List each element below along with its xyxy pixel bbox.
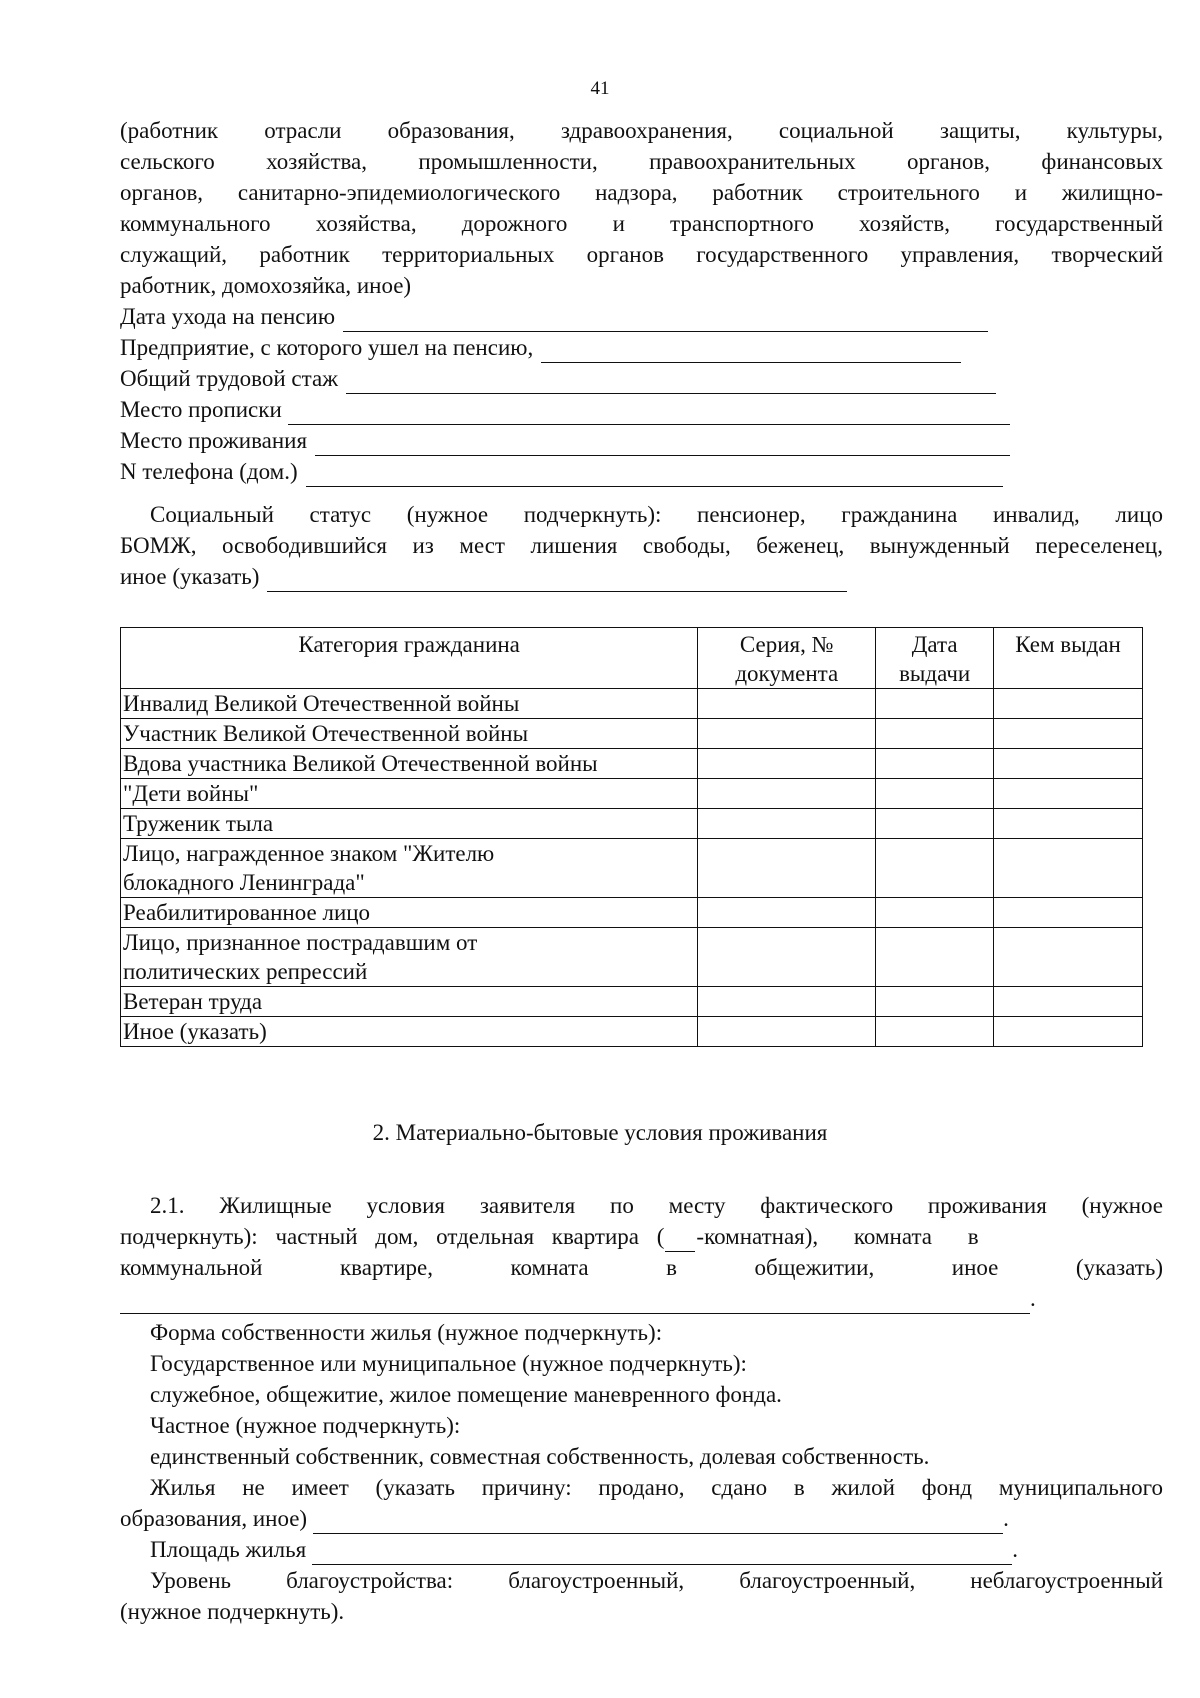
text-line: коммунальной квартире, комната в общежитии, иное (указать) (120, 1255, 1163, 1280)
text-fragment: -комнатная), комната в (696, 1224, 979, 1249)
ownership-section (120, 1317, 1163, 1627)
date-cell[interactable] (876, 928, 994, 987)
field-label: Дата ухода на пенсию (120, 304, 336, 329)
category-line: Лицо, признанное пострадавшим от (123, 930, 478, 955)
registration-input[interactable] (288, 402, 1010, 425)
no-housing-reason-field (120, 1503, 1163, 1534)
issuer-cell[interactable] (994, 719, 1143, 749)
employer-input[interactable] (541, 340, 961, 363)
no-housing-reason-input[interactable] (313, 1511, 1003, 1534)
period: . (1003, 1506, 1009, 1531)
text-line: (нужное подчеркнуть). (120, 1599, 345, 1624)
date-cell[interactable] (876, 839, 994, 898)
issuer-cell[interactable] (994, 689, 1143, 719)
field-label: N телефона (дом.) (120, 459, 298, 484)
date-cell[interactable] (876, 779, 994, 809)
date-cell[interactable] (876, 987, 994, 1017)
table-row (121, 779, 1143, 809)
social-status-paragraph (120, 499, 1163, 592)
issuer-cell[interactable] (994, 987, 1143, 1017)
text-line: служебное, общежитие, жилое помещение маневренного фонда. (150, 1382, 782, 1407)
occupation-paragraph (120, 115, 1163, 301)
personal-fields (120, 301, 1163, 487)
text-line: Жилья не имеет (указать причину: продано, сдано в жилой фонд муниципального (150, 1475, 1163, 1500)
series-cell[interactable] (698, 839, 876, 898)
housing-area-field (120, 1534, 1163, 1565)
category-cell: Иное (указать) (121, 1017, 698, 1047)
category-cell: Вдова участника Великой Отечественной войны (121, 749, 698, 779)
date-cell[interactable] (876, 719, 994, 749)
citizen-category-table (120, 627, 1143, 1047)
category-line: блокадного Ленинграда" (123, 870, 365, 895)
field-label: Место прописки (120, 397, 282, 422)
table-row (121, 1017, 1143, 1047)
text-line: Уровень благоустройства: благоустроенный, благоустроенный, неблагоустроенный (150, 1568, 1163, 1593)
room-count-input[interactable] (665, 1229, 695, 1252)
text-line: Частное (нужное подчеркнуть): (150, 1413, 461, 1438)
table-row (121, 839, 1143, 898)
category-cell: Участник Великой Отечественной войны (121, 719, 698, 749)
date-cell[interactable] (876, 689, 994, 719)
column-header-issuer: Кем выдан (994, 628, 1143, 689)
field-label: образования, иное) (120, 1506, 308, 1531)
work-experience-field (120, 363, 1163, 394)
column-header-line: документа (735, 661, 839, 686)
housing-other-field (120, 1283, 1163, 1314)
text-fragment: подчеркнуть): частный дом, отдельная квартира ( (120, 1224, 665, 1249)
text-line: сельского хозяйства, промышленности, правоохранительных органов, финансовых (120, 149, 1163, 174)
field-label: Предприятие, с которого ушел на пенсию, (120, 335, 534, 360)
retirement-date-input[interactable] (343, 309, 988, 332)
social-status-other-input[interactable] (267, 569, 847, 592)
column-header-line: выдачи (899, 661, 971, 686)
page-number: 41 (590, 78, 610, 99)
series-cell[interactable] (698, 779, 876, 809)
phone-input[interactable] (306, 464, 1003, 487)
table-row (121, 749, 1143, 779)
housing-other-input[interactable] (120, 1291, 1030, 1314)
table-row (121, 809, 1143, 839)
housing-area-input[interactable] (312, 1542, 1012, 1565)
issuer-cell[interactable] (994, 1017, 1143, 1047)
column-header-line: Дата (911, 632, 958, 657)
text-line: единственный собственник, совместная собственность, долевая собственность. (150, 1444, 930, 1469)
text-line: коммунального хозяйства, дорожного и транспортного хозяйств, государственный (120, 211, 1163, 236)
date-cell[interactable] (876, 1017, 994, 1047)
column-header-date (876, 628, 994, 689)
category-cell: Реабилитированное лицо (121, 898, 698, 928)
period: . (1012, 1537, 1018, 1562)
column-header-category: Категория гражданина (121, 628, 698, 689)
series-cell[interactable] (698, 928, 876, 987)
field-label: иное (указать) (120, 564, 260, 589)
date-cell[interactable] (876, 749, 994, 779)
section-title: 2. Материально-бытовые условия проживания (372, 1120, 828, 1145)
residence-field (120, 425, 1163, 456)
field-label: Место проживания (120, 428, 308, 453)
text-line: органов, санитарно-эпидемиологического надзора, работник строительного и жилищно- (120, 180, 1163, 205)
period: . (1030, 1286, 1036, 1311)
text-line: Государственное или муниципальное (нужное подчеркнуть): (150, 1351, 747, 1376)
text-line: работник, домохозяйка, иное) (120, 273, 412, 298)
series-cell[interactable] (698, 898, 876, 928)
category-line: политических репрессий (123, 959, 368, 984)
category-cell: Труженик тыла (121, 809, 698, 839)
table-row (121, 987, 1143, 1017)
work-experience-input[interactable] (346, 371, 996, 394)
category-cell: Инвалид Великой Отечественной войны (121, 689, 698, 719)
table-row (121, 898, 1143, 928)
table-header-row (121, 628, 1143, 689)
series-cell[interactable] (698, 749, 876, 779)
issuer-cell[interactable] (994, 928, 1143, 987)
category-line: Лицо, награжденное знаком "Жителю (123, 841, 495, 866)
residence-input[interactable] (315, 433, 1010, 456)
column-header-series (698, 628, 876, 689)
series-cell[interactable] (698, 987, 876, 1017)
series-cell[interactable] (698, 719, 876, 749)
text-line: Форма собственности жилья (нужное подчеркнуть): (150, 1320, 663, 1345)
category-cell: Ветеран труда (121, 987, 698, 1017)
text-line: (работник отрасли образования, здравоохранения, социальной защиты, культуры, (120, 118, 1163, 143)
registration-field (120, 394, 1163, 425)
series-cell[interactable] (698, 1017, 876, 1047)
field-label: Общий трудовой стаж (120, 366, 339, 391)
category-cell: "Дети войны" (121, 779, 698, 809)
date-cell[interactable] (876, 898, 994, 928)
issuer-cell[interactable] (994, 839, 1143, 898)
series-cell[interactable] (698, 689, 876, 719)
social-status-other-field (120, 561, 1163, 592)
retirement-date-field (120, 301, 1163, 332)
table-row (121, 689, 1143, 719)
text-line: БОМЖ, освободившийся из мест лишения свободы, беженец, вынужденный переселенец, (120, 533, 1163, 558)
series-cell[interactable] (698, 809, 876, 839)
table-row (121, 719, 1143, 749)
issuer-cell[interactable] (994, 779, 1143, 809)
text-line: Социальный статус (нужное подчеркнуть): пенсионер, гражданина инвалид, лицо (150, 502, 1163, 527)
employer-field (120, 332, 1163, 363)
text-line (120, 1221, 1163, 1252)
text-line: служащий, работник территориальных органов государственного управления, творческий (120, 242, 1163, 267)
issuer-cell[interactable] (994, 809, 1143, 839)
column-header-line: Серия, № (739, 632, 834, 657)
issuer-cell[interactable] (994, 898, 1143, 928)
date-cell[interactable] (876, 809, 994, 839)
housing-conditions-paragraph (120, 1190, 1163, 1314)
issuer-cell[interactable] (994, 749, 1143, 779)
table-row (121, 928, 1143, 987)
phone-field (120, 456, 1163, 487)
category-cell (121, 928, 698, 987)
field-label: Площадь жилья (150, 1537, 307, 1562)
category-cell (121, 839, 698, 898)
text-line: 2.1. Жилищные условия заявителя по месту фактического проживания (нужное (150, 1193, 1163, 1218)
